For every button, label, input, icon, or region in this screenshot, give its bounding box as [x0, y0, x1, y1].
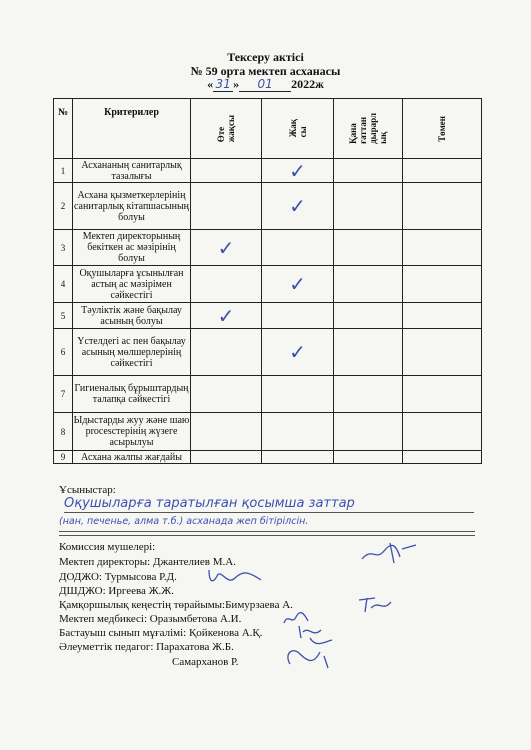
member-social-pedagogue: Әлеуметтік педагог: Парахатова Ж.Б. — [59, 641, 234, 653]
check-mark: ✓ — [262, 183, 334, 230]
table-row: 1 Асхананың санитарлық тазалығы ✓ — [54, 159, 482, 183]
col-num: № — [54, 99, 73, 159]
member-dodzho: ДОДЖО: Турмысова Р.Д. — [59, 571, 177, 583]
member-dshdzho: ДШДЖО: Иргеева Ж.Ж. — [59, 585, 174, 597]
signature-director — [360, 541, 420, 565]
member-director: Мектеп директоры: Джантелиев М.А. — [59, 556, 236, 568]
document-subtitle: № 59 орта мектеп асханасы — [190, 64, 341, 78]
commission-heading: Комиссия мушелері: — [59, 541, 156, 553]
recommendation-line-3 — [59, 533, 475, 536]
col-good: Жақ сы — [287, 119, 308, 138]
table-row: 6 Үстелдегі ас пен бақылау асының мөлшерлерінің сәйкестігі ✓ — [54, 329, 482, 376]
col-criteria: Критерилер — [73, 99, 191, 159]
document-title: Тексеру актісі — [227, 50, 304, 64]
table-row: 4 Оқушыларға ұсынылған астың ас мәзірімен сәйкестігі ✓ — [54, 266, 482, 303]
signature-board-chair — [355, 594, 395, 616]
check-mark: ✓ — [262, 159, 334, 183]
check-mark: ✓ — [262, 266, 334, 303]
check-mark: ✓ — [262, 329, 334, 376]
recommendations-label: Ұсыныстар: — [59, 484, 116, 496]
date-day: 31 — [213, 77, 233, 92]
member-board-chair: Қамқоршылық кеңестің төрайымы:Бимурзаева А. — [59, 599, 293, 611]
col-low: Төмен — [437, 115, 447, 142]
criteria-table — [53, 98, 482, 464]
table-row: 7 Гигиеналық бұрыштардың талапқа сәйкестігі — [54, 376, 482, 413]
table-row: 2 Асхана қызметкерлерінің санитарлық кітапшасының болуы ✓ — [54, 183, 482, 230]
col-satisfactory: Қана ғаттан дырарл ық — [348, 113, 388, 144]
table-row: 9 Асхана жалпы жағдайы — [54, 451, 482, 464]
recommendation-line-1: Оқушыларға таратылған қосымша заттар — [64, 496, 474, 513]
member-teacher: Бастауыш сынып мұғалімі: Қойкенова А.Қ. — [59, 627, 263, 639]
check-mark: ✓ — [191, 230, 262, 266]
member-nurse: Мектеп медбикесі: Оразымбетова А.И. — [59, 613, 242, 625]
document-date: « 31 » 01 2022ж — [207, 77, 324, 91]
signature-dodzho — [205, 566, 265, 588]
table-row: 8 Ыдыстарды жуу және шаю procesстерінің жүзеге асырылуы — [54, 413, 482, 451]
col-excellent: Өте жақсы — [216, 114, 236, 143]
check-mark: ✓ — [191, 303, 262, 329]
signature-social-pedagogue — [280, 634, 340, 674]
table-row: 3 Мектеп директорының бекіткен ас мәзірінің болуы ✓ — [54, 230, 482, 266]
table-row: 5 Тәуліктік және бақылау асының болуы ✓ — [54, 303, 482, 329]
date-year: 2022ж — [291, 77, 324, 91]
recommendation-line-2: (нан, печенье, алма т.б.) асханада жеп бітірілсін. — [59, 516, 475, 532]
member-samarkhanov: Самарханов Р. — [172, 656, 239, 668]
date-month: 01 — [239, 77, 291, 92]
table-header-row — [54, 99, 482, 159]
